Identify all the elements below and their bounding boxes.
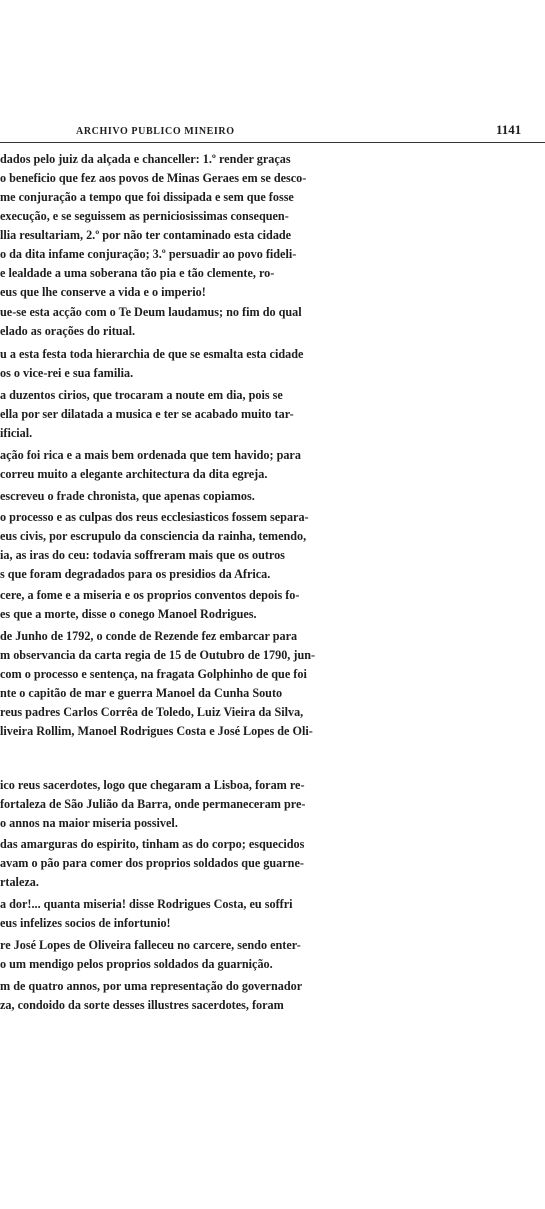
text-line: fortaleza de São Julião da Barra, onde permaneceram pre- (0, 797, 306, 811)
text-line: das amarguras do espirito, tinham as do corpo; esquecidos (0, 837, 305, 851)
text-line: eus que lhe conserve a vida e o imperio! (0, 285, 206, 299)
text-line: com o processo e sentença, na fragata Golphinho de que foi (0, 667, 307, 681)
text-line: a duzentos cirios, que trocaram a noute em dia, pois se (0, 388, 283, 402)
text-line: correu muito a elegante architectura da dita egreja. (0, 467, 268, 481)
text-line: u a esta festa toda hierarchia de que se esmalta esta cidade (0, 347, 304, 361)
text-line: o um mendigo pelos proprios soldados da guarnição. (0, 957, 273, 971)
text-line: o annos na maior miseria possivel. (0, 816, 178, 830)
text-line: e lealdade a uma soberana tão pia e tão clemente, ro- (0, 266, 275, 280)
text-line: ação foi rica e a mais bem ordenada que tem havido; para (0, 448, 301, 462)
text-line: m de quatro annos, por uma representação do governador (0, 979, 303, 993)
text-line: m observancia da carta regia de 15 de Outubro de 1790, jun- (0, 648, 316, 662)
text-line: execução, e se seguissem as perniciosissimas consequen- (0, 209, 289, 223)
text-line: os o vice-rei e sua familia. (0, 366, 134, 380)
text-line: cere, a fome e a miseria e os proprios conventos depois fo- (0, 588, 300, 602)
text-line: rtaleza. (0, 875, 39, 889)
text-line: za, condoido da sorte desses illustres sacerdotes, foram (0, 998, 284, 1012)
text-line (0, 741, 545, 759)
text-line: escreveu o frade chronista, que apenas copiamos. (0, 489, 255, 503)
header-rule (0, 142, 545, 143)
text-line: dados pelo juiz da alçada e chanceller: 1.º render graças (0, 152, 291, 166)
text-line: ella por ser dilatada a musica e ter se acabado muito tar- (0, 407, 294, 421)
text-line: ue-se esta acção com o Te Deum laudamus; no fim do qual (0, 305, 302, 319)
text-line: liveira Rollim, Manoel Rodrigues Costa e José Lopes de Oli- (0, 724, 313, 738)
text-line: re José Lopes de Oliveira falleceu no carcere, sendo enter- (0, 938, 301, 952)
text-line: s que foram degradados para os presidios da Africa. (0, 567, 271, 581)
text-line: elado as orações do ritual. (0, 324, 136, 338)
text-line: o beneficio que fez aos povos de Minas Geraes em se desco- (0, 171, 307, 185)
page-number: 1141 (496, 122, 522, 137)
text-line: ico reus sacerdotes, logo que chegaram a Lisboa, foram re- (0, 778, 305, 792)
text-line: reus padres Carlos Corrêa de Toledo, Luiz Vieira da Silva, (0, 705, 304, 719)
text-line: ificial. (0, 426, 33, 440)
text-line: me conjuração a tempo que foi dissipada e sem que fosse (0, 190, 294, 204)
text-line: eus civis, por escrupulo da consciencia da rainha, temendo, (0, 529, 307, 543)
text-line: llia resultariam, 2.º por não ter contaminado esta cidade (0, 228, 292, 242)
text-line: es que a morte, disse o conego Manoel Rodrigues. (0, 607, 257, 621)
text-line: eus infelizes socios de infortunio! (0, 916, 171, 930)
text-line: ia, as iras do ceu: todavia soffreram mais que os outros (0, 548, 285, 562)
text-line: avam o pão para comer dos proprios soldados que guarne- (0, 856, 304, 870)
text-line: a dor!... quanta miseria! disse Rodrigues Costa, eu soffri (0, 897, 293, 911)
running-header (0, 122, 545, 142)
running-title: ARCHIVO PUBLICO MINEIRO (76, 126, 235, 137)
text-line: de Junho de 1792, o conde de Rezende fez embarcar para (0, 629, 298, 643)
text-line: o processo e as culpas dos reus ecclesiasticos fossem separa- (0, 510, 309, 524)
text-line: nte o capitão de mar e guerra Manoel da Cunha Souto (0, 686, 283, 700)
text-line: o da dita infame conjuração; 3.º persuadir ao povo fideli- (0, 247, 297, 261)
